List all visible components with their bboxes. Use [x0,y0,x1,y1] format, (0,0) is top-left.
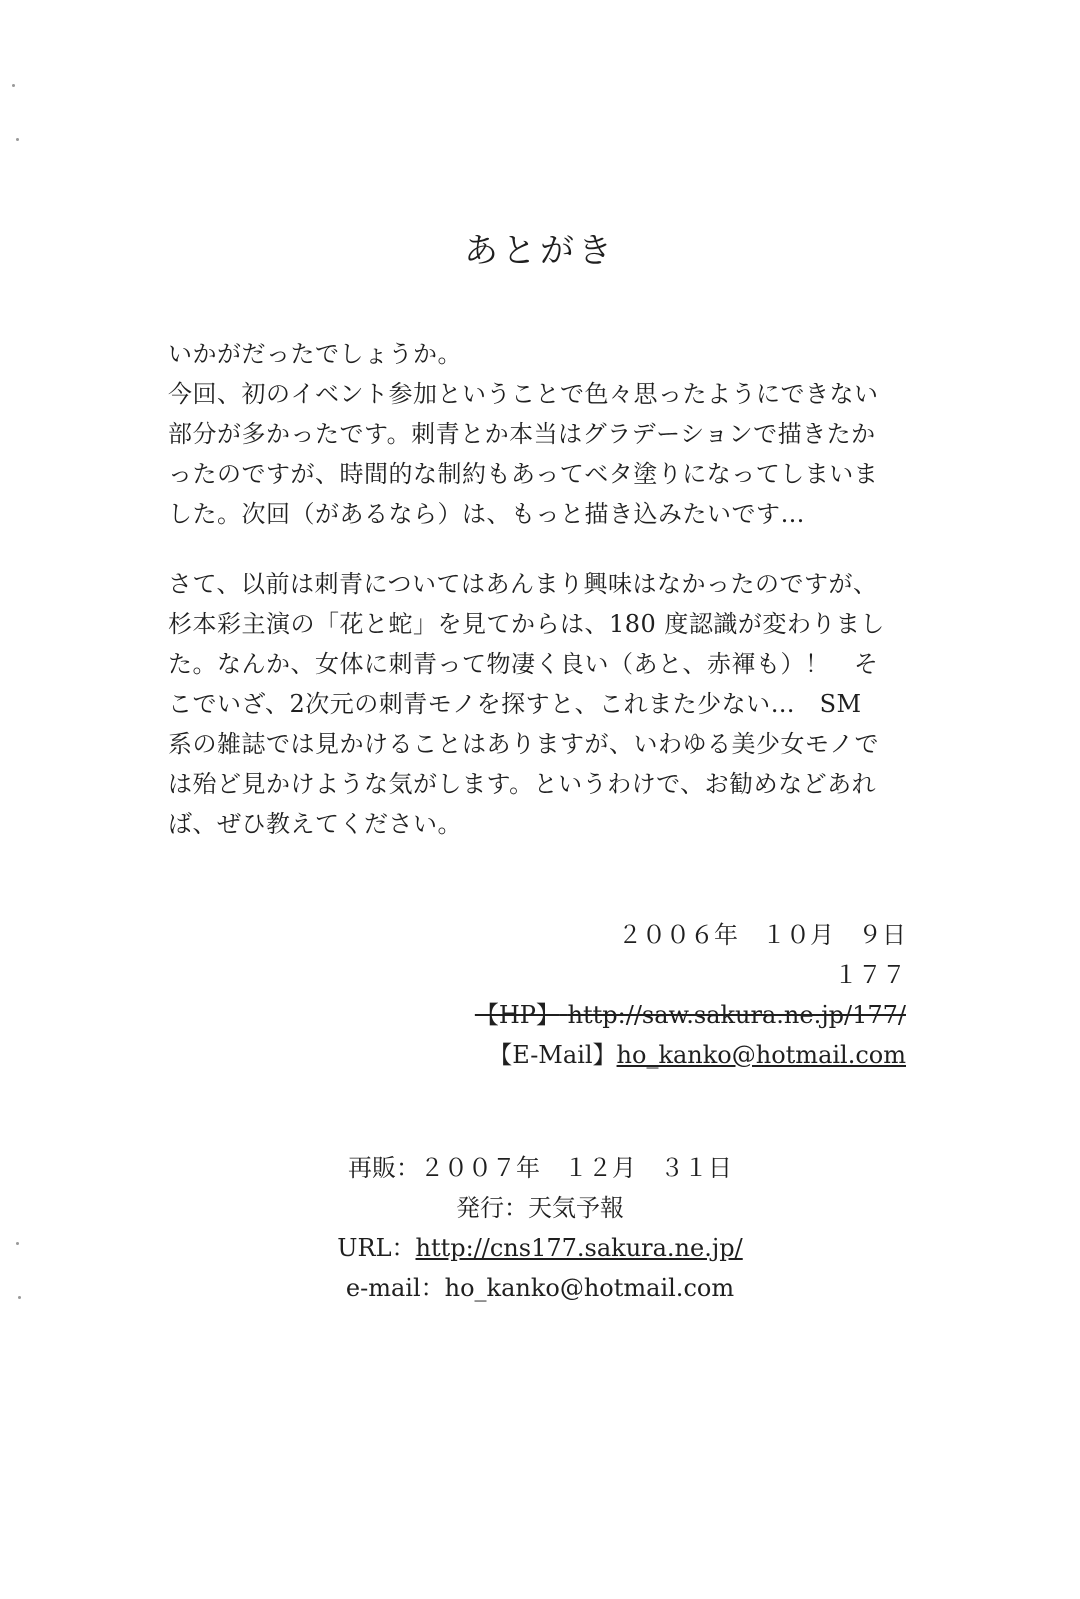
scan-speck [16,138,19,141]
text-line: は殆ど見かけような気がします。というわけで、お勧めなどあれ [168,770,877,798]
text-line: さて、以前は刺青についてはあんまり興味はなかったのですが、 [168,570,878,598]
publisher: 発行：天気予報 [456,1194,624,1222]
email-line [306,1035,906,1075]
homepage-url[interactable]: http://saw.sakura.ne.jp/177/ [567,1001,906,1029]
contact-email: e-mail：ho_kanko@hotmail.com [345,1274,735,1302]
colophon [0,1148,1080,1308]
signature-block [306,915,906,1075]
reprint-date: 再販：２００７年 １２月 ３１日 [348,1154,732,1182]
text-line: ったのですが、時間的な制約もあってベタ塗りになってしまいま [168,460,879,488]
text-line: ば、ぜひ教えてください。 [168,810,462,838]
text-line: た。なんか、女体に刺青って物凄く良い（あと、赤褌も）！ そ [168,650,879,678]
page-title: あとがき [464,231,616,271]
email-label: 【E-Mail】 [488,1041,617,1069]
text-line: した。次回（があるなら）は、もっと描き込みたいです… [168,500,805,528]
url-line [0,1228,1080,1268]
signature-date: ２００６年 １０月 ９日 [618,921,906,949]
paragraph-1 [168,334,928,534]
text-line: 部分が多かったです。刺青とか本当はグラデーションで描きたか [168,420,876,448]
signature-author: １７７ [834,961,906,989]
text-line: 杉本彩主演の「花と蛇」を見てからは、180 度認識が変わりまし [168,610,885,638]
text-line: 今回、初のイベント参加ということで色々思ったようにできない [168,380,879,408]
scan-speck [12,84,15,87]
email-link[interactable]: ho_kanko@hotmail.com [616,1041,906,1069]
text-line: 系の雑誌では見かけることはありますが、いわゆる美少女モノで [168,730,879,758]
paragraph-2 [168,564,928,844]
text-line: いかがだったでしょうか。 [168,340,462,368]
site-url-link[interactable]: http://cns177.sakura.ne.jp/ [415,1234,743,1262]
url-label: URL： [337,1234,416,1262]
homepage-label: 【HP】 [474,1001,560,1029]
homepage-line [306,995,906,1035]
text-line: こでいざ、2次元の刺青モノを探すと、これまた少ない… SM [168,690,862,718]
